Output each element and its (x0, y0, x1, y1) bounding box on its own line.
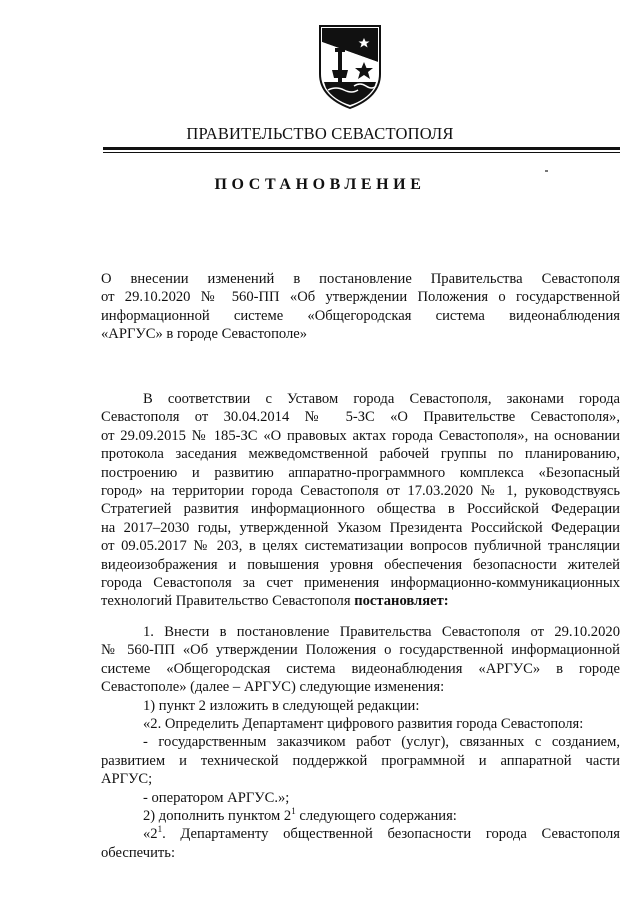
quoted-item-2: «2. Определить Департамент цифрового развития города Севастополя: (143, 715, 584, 732)
quoted-item-2-1: «$2^1$. Департаменту общественной безопасности города Севастополя (143, 824, 620, 843)
item-1-line: № 560-ПП «Об утверждении Положения о государственной информационной (101, 642, 620, 659)
preamble-line: Стратегией развития информационного общества в Российской Федерации (101, 501, 620, 518)
document-type-title: ПОСТАНОВЛЕНИЕ (214, 176, 426, 193)
subject-line: «АРГУС» в городе Севастополе» (101, 326, 308, 343)
item-1-line: системе «Общегородская система видеонаблюдения «АРГУС» в городе (101, 660, 620, 677)
preamble-paragraph (101, 390, 620, 611)
subitem-2: 2) дополнить пунктом $2^1$ следующего содержания: (143, 805, 457, 824)
item-1-line: 1. Внести в постановление Правительства Севастополя от 29.10.2020 (143, 624, 620, 640)
sevastopol-coat-of-arms-icon (314, 22, 386, 110)
preamble-line: построению и развитию аппаратно-программного комплекса «Безопасный (101, 464, 620, 481)
organization-title: ПРАВИТЕЛЬСТВО СЕВАСТОПОЛЯ (186, 124, 454, 143)
preamble-line: от 29.09.2015 № 185-ЗС «О правовых актах города Севастополя», на основании (101, 427, 620, 444)
subitem-1: 1) пункт 2 изложить в следующей редакции: (143, 697, 420, 714)
preamble-line: от 09.05.2017 № 203, в целях систематизации вопросов публичной трансляции (101, 538, 620, 555)
preamble-line: города Севастополя за счет применения информационно-коммуникационных (101, 574, 620, 591)
bullet-operator: - оператором АРГУС.»; (143, 789, 290, 806)
preamble-line: город» на территории города Севастополя от 17.03.2020 № 1, руководствуясь (101, 482, 620, 499)
preamble-line: В соответствии с Уставом города Севастополя, законами города (143, 391, 620, 407)
document-subject (101, 270, 620, 344)
preamble-line: на 2017–2030 годы, утвержденной Указом Президента Российской Федерации (101, 519, 620, 536)
subject-line: от 29.10.2020 № 560-ПП «Об утверждении Положения о государственной (101, 289, 620, 306)
preamble-line: Севастополя от 30.04.2014 № 5-ЗС «О Правительстве Севастополя», (101, 409, 620, 426)
bullet-customer-line: - государственным заказчиком работ (услуг), связанных с созданием, (143, 734, 620, 751)
header-rule-thin (103, 152, 620, 153)
scan-artifact (545, 170, 548, 172)
bullet-customer-line: АРГУС; (101, 771, 153, 788)
resolves-keyword: постановляет (354, 593, 444, 610)
quoted-item-2-1-cont: обеспечить: (101, 844, 176, 861)
item-1-line: Севастополе» (далее – АРГУС) следующие изменения: (101, 679, 445, 696)
header-rule-thick (103, 147, 620, 150)
subject-line: информационной системе «Общегородская система видеонаблюдения (101, 307, 620, 324)
subject-line: О внесении изменений в постановление Правительства Севастополя (101, 271, 620, 287)
preamble-line: видеоизображения и повышения уровня обеспечения безопасности жителей (101, 556, 620, 573)
bullet-customer-line: развитием и технической поддержкой программной и аппаратной части (101, 752, 620, 769)
preamble-last-line: технологий Правительство Севастополя постановляет: (101, 593, 449, 610)
item-1-paragraph (101, 623, 620, 862)
preamble-line: протокола заседания межведомственной рабочей группы по планированию, (101, 446, 620, 463)
